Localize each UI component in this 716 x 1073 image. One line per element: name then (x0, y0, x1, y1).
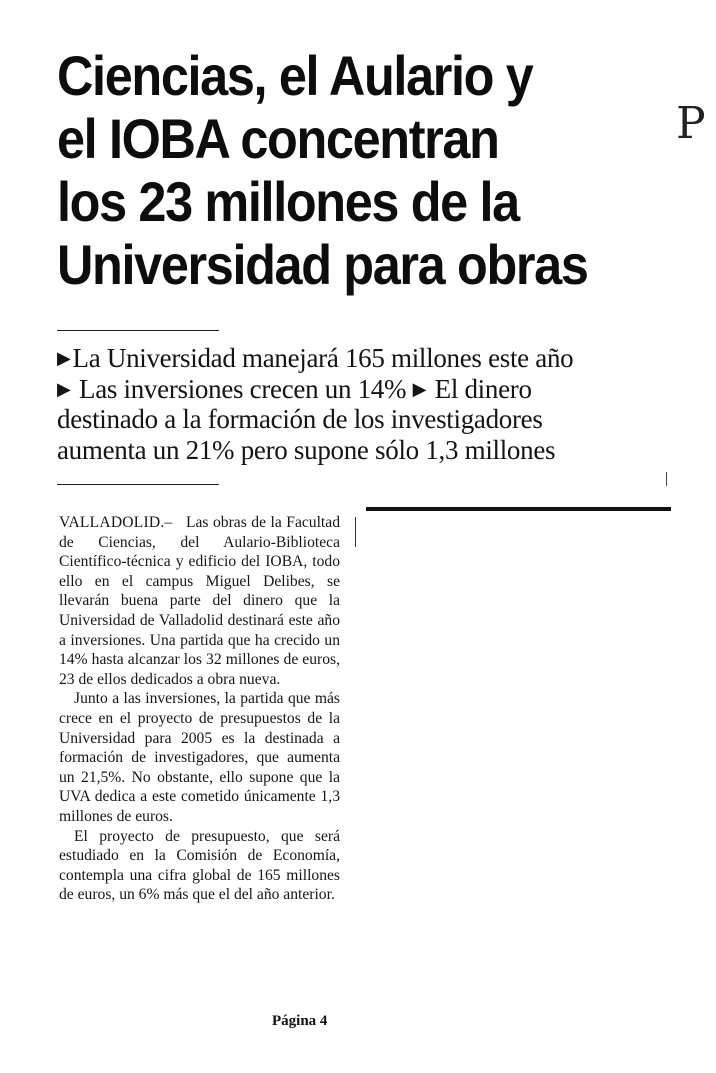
headline-line-4: Universidad para obras (57, 233, 588, 296)
article-body (59, 513, 340, 905)
column-divider-line (355, 517, 356, 547)
paragraph-3: El proyecto de presupuesto, que será estudiado en la Comisión de Economía, contempla una cifra global de 165 millones de euros, un 6% más que el del año anterior. (59, 827, 340, 904)
subheadline (57, 343, 677, 465)
triangle-bullet-icon: ▶ (57, 348, 71, 368)
paragraph-1 (59, 513, 340, 689)
subhead-top-rule (57, 330, 219, 331)
paragraph-1-text: Las obras de la Facultad de Ciencias, del Aulario-Biblioteca Científico-técnica y edificio del IOBA, todo ello en el campus Miguel Delibes, se llevarán buena parte del dinero que la Universidad de Valladolid destinará este año a inversiones. Una partida que ha crecido un 14% hasta alcanzar los 32 millones de euros, 23 de ellos dedicados a obra nueva. (59, 514, 340, 688)
margin-tick (666, 472, 667, 486)
triangle-bullet-icon: ▶ (412, 378, 427, 399)
handwritten-margin-mark: P (676, 98, 706, 149)
subhead-bottom-rule (57, 484, 219, 485)
subhead-line-4: aumenta un 21% pero supone sólo 1,3 millones (57, 434, 556, 465)
page-reference: Página 4 (272, 1013, 328, 1029)
triangle-bullet-icon: ▶ (57, 378, 71, 399)
headline-line-2: el IOBA concentran (57, 107, 499, 170)
headline-line-1: Ciencias, el Aulario y (57, 44, 533, 107)
paragraph-2: Junto a las inversiones, la partida que más crece en el proyecto de presupuestos de la Universidad para 2005 es la destinada a formación de investigadores, que aumenta un 21,5%. No obstante, ello supone que la UVA dedica a este cometido únicamente 1,3 millones de euros. (59, 690, 340, 825)
headline-line-3: los 23 millones de la (57, 170, 519, 233)
dateline: VALLADOLID.– (59, 514, 173, 531)
subhead-line-1: ▶La Universidad manejará 165 millones este año (57, 343, 574, 373)
subhead-line-2: ▶ Las inversiones crecen un 14% ▶ El dinero (57, 373, 532, 404)
column-separator-rule (366, 507, 671, 511)
headline (57, 44, 597, 296)
subhead-line-3: destinado a la formación de los investigadores (57, 404, 543, 434)
